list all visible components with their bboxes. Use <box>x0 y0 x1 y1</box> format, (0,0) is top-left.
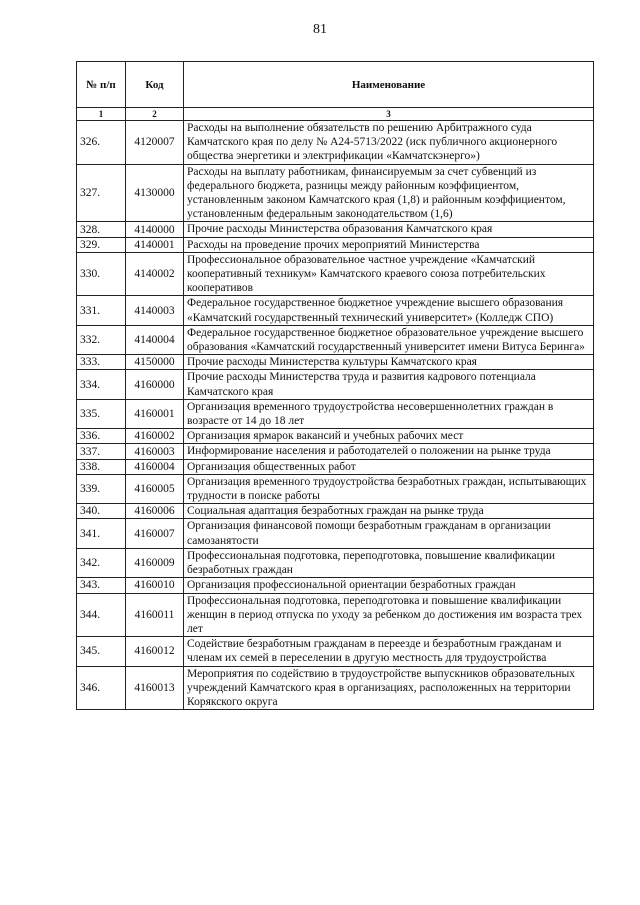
budget-code-table <box>76 61 594 710</box>
row-number-cell: 341. <box>77 519 126 548</box>
table-row <box>77 548 594 577</box>
row-number-cell: 339. <box>77 474 126 503</box>
table-row <box>77 121 594 165</box>
table-row <box>77 164 594 222</box>
table-row <box>77 325 594 354</box>
name-cell: Прочие расходы Министерства культуры Камчатского края <box>184 355 594 370</box>
row-number-cell: 332. <box>77 325 126 354</box>
code-cell: 4160009 <box>126 548 184 577</box>
code-cell: 4140000 <box>126 222 184 237</box>
row-number-cell: 328. <box>77 222 126 237</box>
row-number-cell: 329. <box>77 237 126 252</box>
row-number-cell: 337. <box>77 444 126 459</box>
column-header-name: Наименование <box>184 62 594 108</box>
code-cell: 4160001 <box>126 399 184 428</box>
code-cell: 4160010 <box>126 578 184 593</box>
table-row <box>77 504 594 519</box>
name-cell: Организация временного трудоустройства безработных граждан, испытывающих трудности в поиске работы <box>184 474 594 503</box>
table-row <box>77 593 594 637</box>
name-cell: Расходы на выплату работникам, финансируемым за счет субвенций из федерального бюджета, разницы между районным коэффициентом, установленным законом Камчатского края (1,8) и районным коэффициентом, установленным федеральным законодательством (1,6) <box>184 164 594 222</box>
code-cell: 4160000 <box>126 370 184 399</box>
row-number-cell: 342. <box>77 548 126 577</box>
column-index-1: 1 <box>77 108 126 121</box>
code-cell: 4140003 <box>126 296 184 325</box>
name-cell: Информирование населения и работодателей о положении на рынке труда <box>184 444 594 459</box>
name-cell: Федеральное государственное бюджетное образовательное учреждение высшего образования «Камчатский государственный университет имени Витуса Беринга» <box>184 325 594 354</box>
name-cell: Организация ярмарок вакансий и учебных рабочих мест <box>184 429 594 444</box>
table-row <box>77 444 594 459</box>
row-number-cell: 344. <box>77 593 126 637</box>
table-row <box>77 355 594 370</box>
column-index-3: 3 <box>184 108 594 121</box>
row-number-cell: 336. <box>77 429 126 444</box>
name-cell: Профессиональное образовательное частное учреждение «Камчатский кооперативный техникум» Камчатского краевого союза потребительских кооперативов <box>184 252 594 296</box>
table-row <box>77 429 594 444</box>
table-header-row <box>77 62 594 108</box>
column-header-number: № п/п <box>77 62 126 108</box>
code-cell: 4160012 <box>126 637 184 666</box>
page-number: 81 <box>313 22 327 37</box>
table-row <box>77 296 594 325</box>
row-number-cell: 334. <box>77 370 126 399</box>
table-row <box>77 666 594 710</box>
code-cell: 4160004 <box>126 459 184 474</box>
code-cell: 4150000 <box>126 355 184 370</box>
table-row <box>77 399 594 428</box>
table-row <box>77 252 594 296</box>
table-row <box>77 474 594 503</box>
code-cell: 4160013 <box>126 666 184 710</box>
name-cell: Мероприятия по содействию в трудоустройстве выпускников образовательных учреждений Камчатского края в организациях, расположенных на территории Корякского округа <box>184 666 594 710</box>
row-number-cell: 331. <box>77 296 126 325</box>
row-number-cell: 330. <box>77 252 126 296</box>
code-cell: 4140002 <box>126 252 184 296</box>
name-cell: Профессиональная подготовка, переподготовка, повышение квалификации безработных граждан <box>184 548 594 577</box>
row-number-cell: 333. <box>77 355 126 370</box>
name-cell: Федеральное государственное бюджетное учреждение высшего образования «Камчатский государственный технический университет» (Колледж СПО) <box>184 296 594 325</box>
code-cell: 4160007 <box>126 519 184 548</box>
row-number-cell: 343. <box>77 578 126 593</box>
row-number-cell: 346. <box>77 666 126 710</box>
name-cell: Расходы на проведение прочих мероприятий Министерства <box>184 237 594 252</box>
table-subheader-row <box>77 108 594 121</box>
code-cell: 4130000 <box>126 164 184 222</box>
name-cell: Организация временного трудоустройства несовершеннолетних граждан в возрасте от 14 до 18 лет <box>184 399 594 428</box>
row-number-cell: 335. <box>77 399 126 428</box>
name-cell: Расходы на выполнение обязательств по решению Арбитражного суда Камчатского края по делу № А24-5713/2022 (иск публичного акционерного общества энергетики и электрификации «Камчатскэнерго») <box>184 121 594 165</box>
name-cell: Прочие расходы Министерства труда и развития кадрового потенциала Камчатского края <box>184 370 594 399</box>
code-cell: 4140001 <box>126 237 184 252</box>
row-number-cell: 327. <box>77 164 126 222</box>
code-cell: 4160011 <box>126 593 184 637</box>
code-cell: 4120007 <box>126 121 184 165</box>
table-row <box>77 237 594 252</box>
column-header-code: Код <box>126 62 184 108</box>
table-row <box>77 222 594 237</box>
code-cell: 4160002 <box>126 429 184 444</box>
table-row <box>77 637 594 666</box>
name-cell: Прочие расходы Министерства образования Камчатского края <box>184 222 594 237</box>
name-cell: Содействие безработным гражданам в переезде и безработным гражданам и членам их семей в переселении в другую местность для трудоустройства <box>184 637 594 666</box>
row-number-cell: 326. <box>77 121 126 165</box>
code-cell: 4160005 <box>126 474 184 503</box>
row-number-cell: 340. <box>77 504 126 519</box>
name-cell: Социальная адаптация безработных граждан на рынке труда <box>184 504 594 519</box>
table-row <box>77 370 594 399</box>
column-index-2: 2 <box>126 108 184 121</box>
name-cell: Профессиональная подготовка, переподготовка и повышение квалификации женщин в период отпуска по уходу за ребенком до достижения им возраста трех лет <box>184 593 594 637</box>
code-cell: 4160006 <box>126 504 184 519</box>
row-number-cell: 338. <box>77 459 126 474</box>
name-cell: Организация профессиональной ориентации безработных граждан <box>184 578 594 593</box>
code-cell: 4140004 <box>126 325 184 354</box>
table-row <box>77 519 594 548</box>
name-cell: Организация финансовой помощи безработным гражданам в организации самозанятости <box>184 519 594 548</box>
row-number-cell: 345. <box>77 637 126 666</box>
name-cell: Организация общественных работ <box>184 459 594 474</box>
table-row <box>77 459 594 474</box>
table-row <box>77 578 594 593</box>
table-body <box>77 121 594 710</box>
code-cell: 4160003 <box>126 444 184 459</box>
